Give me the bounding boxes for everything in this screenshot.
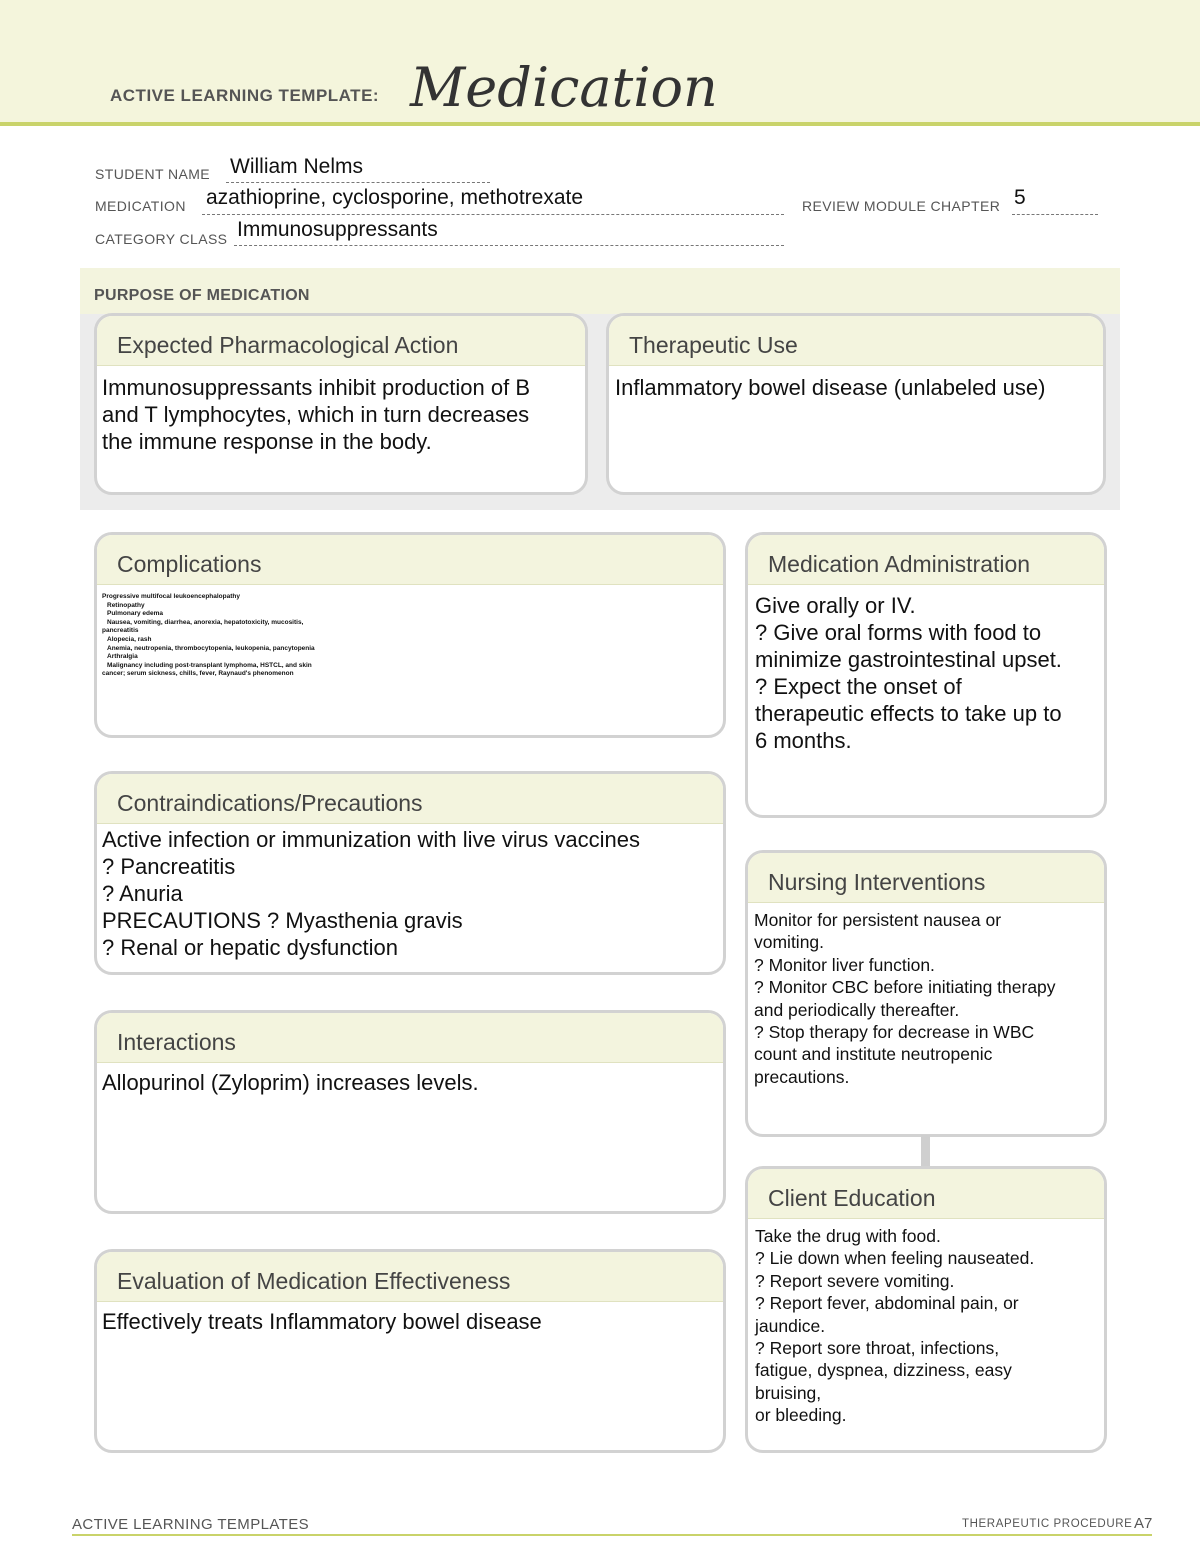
page-title: Medication <box>410 56 718 119</box>
client-education-text[interactable]: Take the drug with food. ? Lie down when feeling nauseated. ? Report severe vomiting. ? Report fever, abdominal pain, or jaundice. ? Report sore throat, infections, fatigue, dyspnea, dizziness, easy bruising, or bleeding. <box>755 1226 1035 1426</box>
administration-text[interactable]: Give orally or IV. ? Give oral forms with food to minimize gastrointestinal upset. ? Expect the onset of therapeutic effects to take up to 6 months. <box>755 593 1062 753</box>
expected-action-title: Expected Pharmacological Action <box>97 316 585 366</box>
template-label: ACTIVE LEARNING TEMPLATE: <box>110 86 380 105</box>
contraindications-title: Contraindications/Precautions <box>97 774 723 824</box>
box-connector <box>921 1135 930 1167</box>
footer-right-label: THERAPEUTIC PROCEDURE <box>962 1518 1133 1530</box>
evaluation-text[interactable]: Effectively treats Inflammatory bowel disease <box>102 1309 542 1334</box>
nursing-interventions-text[interactable]: Monitor for persistent nausea or vomiting. ? Monitor liver function. ? Monitor CBC before initiating therapy and periodically thereafter. ? Stop therapy for decrease in WBC count and institute neutropenic precautions. <box>754 910 1056 1087</box>
review-chapter-field[interactable]: 5 <box>1014 186 1026 209</box>
review-chapter-label: REVIEW MODULE CHAPTER <box>802 198 1001 214</box>
medication-underline <box>202 214 784 215</box>
expected-action-text[interactable]: Immunosuppressants inhibit production of B and T lymphocytes, which in turn decreases the immune response in the body. <box>102 375 531 454</box>
category-class-underline <box>234 245 784 246</box>
interactions-text[interactable]: Allopurinol (Zyloprim) increases levels. <box>102 1070 479 1095</box>
medication-field[interactable]: azathioprine, cyclosporine, methotrexate <box>206 186 584 209</box>
complications-text[interactable]: Progressive multifocal leukoencephalopathy Retinopathy Pulmonary edema Nausea, vomiting, diarrhea, anorexia, hepatotoxicity, mucositis, pancreatitis Alopecia, rash Anemia, neutropenia, thrombocytopenia, leukopenia, pancytopenia Arthralgia Malignancy including post-transplant lymphoma, HSTCL, and skin cancer; serum sickness, chills, fever, Raynaud's phenomenon <box>102 593 315 678</box>
contraindications-box <box>94 771 726 975</box>
nursing-interventions-box <box>745 850 1107 1137</box>
evaluation-title: Evaluation of Medication Effectiveness <box>97 1252 723 1302</box>
review-chapter-underline <box>1012 214 1098 215</box>
therapeutic-use-box <box>606 313 1106 495</box>
category-class-label: CATEGORY CLASS <box>95 231 228 247</box>
purpose-title: PURPOSE OF MEDICATION <box>94 287 310 304</box>
header-divider <box>0 122 1200 126</box>
page-number: A7 <box>1134 1515 1153 1532</box>
footer-left-label: ACTIVE LEARNING TEMPLATES <box>72 1516 309 1533</box>
client-education-title: Client Education <box>748 1169 1104 1219</box>
therapeutic-use-text[interactable]: Inflammatory bowel disease (unlabeled use) <box>615 375 1046 400</box>
evaluation-box <box>94 1249 726 1453</box>
student-name-field[interactable]: William Nelms <box>230 155 363 178</box>
contraindications-text[interactable]: Active infection or immunization with live virus vaccines ? Pancreatitis ? Anuria PRECAUTIONS ? Myasthenia gravis ? Renal or hepatic dysfunction <box>102 827 640 960</box>
therapeutic-use-title: Therapeutic Use <box>609 316 1103 366</box>
client-education-box <box>745 1166 1107 1453</box>
footer-divider <box>72 1534 1152 1536</box>
interactions-title: Interactions <box>97 1013 723 1063</box>
complications-title: Complications <box>97 535 723 585</box>
expected-action-box <box>94 313 588 495</box>
nursing-interventions-title: Nursing Interventions <box>748 853 1104 903</box>
interactions-box <box>94 1010 726 1214</box>
administration-box <box>745 532 1107 818</box>
student-name-label: STUDENT NAME <box>95 166 210 182</box>
student-name-underline <box>226 182 490 183</box>
category-class-field[interactable]: Immunosuppressants <box>237 218 438 241</box>
medication-label: MEDICATION <box>95 198 186 214</box>
complications-box <box>94 532 726 738</box>
administration-title: Medication Administration <box>748 535 1104 585</box>
